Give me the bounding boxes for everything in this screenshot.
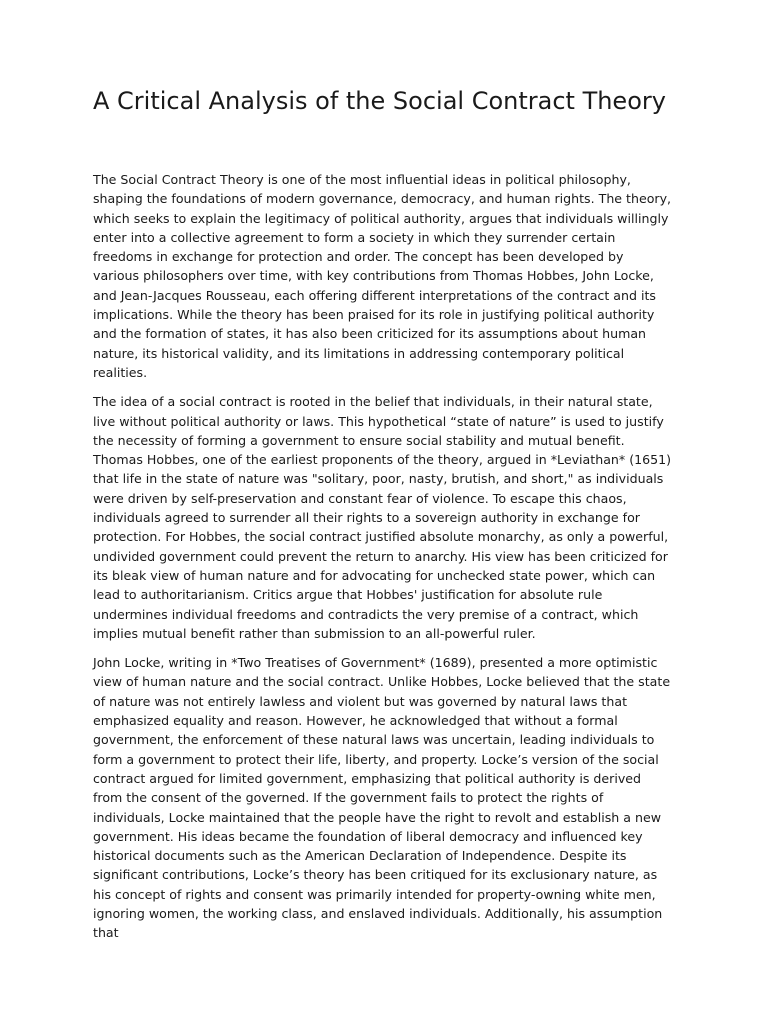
paragraph-hobbes: The idea of a social contract is rooted in the belief that individuals, in their natural state, live without political authority or laws. This hypothetical “state of nature” is used to justify the necessity of forming a government to ensure social stability and mutual benefit. Thomas Hobbes, one of the earliest proponents of the theory, argued in *Leviathan* (1651) that life in the state of nature was "solitary, poor, nasty, brutish, and short," as individuals were driven by self-preservation and constant fear of violence. To escape this chaos, individuals agreed to surrender all their rights to a sovereign authority in exchange for protection. For Hobbes, the social contract justified absolute monarchy, as only a powerful, undivided government could prevent the return to anarchy. His view has been criticized for its bleak view of human nature and for advocating for unchecked state power, which can lead to authoritarianism. Critics argue that Hobbes' justification for absolute rule undermines individual freedoms and contradicts the very premise of a contract, which implies mutual benefit rather than submission to an all-powerful ruler. — [93, 394, 672, 641]
document-title: A Critical Analysis of the Social Contract Theory — [93, 87, 666, 115]
paragraph-intro: The Social Contract Theory is one of the most influential ideas in political philosophy, shaping the foundations of modern governance, democracy, and human rights. The theory, which seeks to explain the legitimacy of political authority, argues that individuals willingly enter into a collective agreement to form a society in which they surrender certain freedoms in exchange for protection and order. The concept has been developed by various philosophers over time, with key contributions from Thomas Hobbes, John Locke, and Jean-Jacques Rousseau, each offering different interpretations of the contract and its implications. While the theory has been praised for its role in justifying political authority and the formation of states, it has also been criticized for its assumptions about human nature, its historical validity, and its limitations in addressing contemporary political realities. — [93, 172, 672, 380]
paragraph-locke: John Locke, writing in *Two Treatises of Government* (1689), presented a more optimistic view of human nature and the social contract. Unlike Hobbes, Locke believed that the state of nature was not entirely lawless and violent but was governed by natural laws that emphasized equality and reason. However, he acknowledged that without a formal government, the enforcement of these natural laws was uncertain, leading individuals to form a government to protect their life, liberty, and property. Locke’s version of the social contract argued for limited government, emphasizing that political authority is derived from the consent of the governed. If the government fails to protect the rights of individuals, Locke maintained that the people have the right to revolt and establish a new government. His ideas became the foundation of liberal democracy and influenced key historical documents such as the American Declaration of Independence. Despite its significant contributions, Locke’s theory has been critiqued for its exclusionary nature, as his concept of rights and consent was primarily intended for property-owning white men, ignoring women, the working class, and enslaved individuals. Additionally, his assumption that — [93, 655, 671, 941]
document-page — [93, 86, 673, 953]
